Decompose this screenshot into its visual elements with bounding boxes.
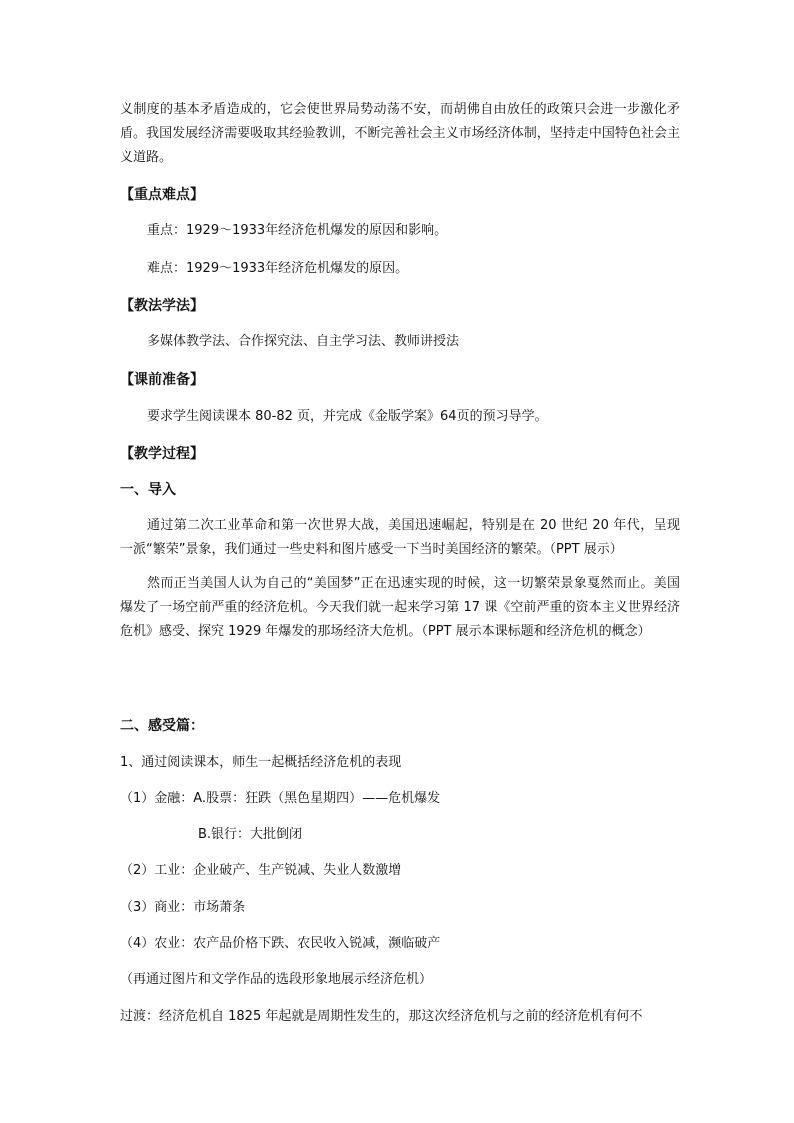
key-points-heading: 【重点难点】 [120, 187, 204, 203]
images-note: （再通过图片和文学作品的选段形象地展示经济危机） [120, 972, 433, 987]
list-item-1: 1、通过阅读课本，师生一起概括经济危机的表现 [120, 755, 402, 770]
difficulty-text: 难点：1929～1933年经济危机爆发的原因。 [147, 261, 409, 276]
section1-paragraph1: 通过第二次工业革命和第一次世界大战，美国迅速崛起，特别是在 20 世纪 20 年代，呈现 一派“繁荣”景象，我们通过一些史料和图片感受一下当时美国经济的繁荣。（PPT 展示） [120, 518, 680, 557]
section1-title: 一、导入 [120, 482, 176, 498]
focus-text: 重点：1929～1933年经济危机爆发的原因和影响。 [147, 223, 448, 238]
finance-stock-item: （1）金融：A.股票：狂跌（黑色星期四）——危机爆发 [120, 791, 441, 806]
agriculture-item: （4）农业：农产品价格下跌、农民收入锐减，濒临破产 [120, 936, 441, 951]
transition-text: 过渡：经济危机自 1825 年起就是周期性发生的，那这次经济危机与之前的经济危机有何不 [120, 1009, 643, 1024]
methods-text: 多媒体教学法、合作探究法、自主学习法、教师讲授法 [147, 334, 460, 349]
methods-heading: 【教法学法】 [120, 298, 204, 314]
process-heading: 【教学过程】 [120, 446, 204, 462]
intro-paragraph: 义制度的基本矛盾造成的，它会使世界局势动荡不安，而胡佛自由放任的政策只会进一步激化矛盾。我国发展经济需要吸取其经验教训，不断完善社会主义市场经济体制，坚持走中国特色社会主义道路。 [120, 102, 680, 165]
preparation-text: 要求学生阅读课本 80-82 页，并完成《金版学案》64页的预习导学。 [147, 409, 548, 424]
commerce-item: （3）商业：市场萧条 [120, 900, 246, 915]
finance-bank-item: B.银行：大批倒闭 [198, 827, 303, 842]
industry-item: （2）工业：企业破产、生产锐减、失业人数激增 [120, 863, 402, 878]
section2-title: 二、感受篇： [120, 718, 204, 734]
section1-paragraph2: 然而正当美国人认为自己的“美国梦”正在迅速实现的时候，这一切繁荣景象戛然而止。美国爆发了一场空前严重的经济危机。今天我们就一起来学习第 17 课《空前严重的资本主义世界经济危机》感受、探究 1929 年爆发的那场经济大危机。（PPT 展示本课标题和经济危机的概念） [120, 576, 680, 639]
preparation-heading: 【课前准备】 [120, 372, 204, 388]
